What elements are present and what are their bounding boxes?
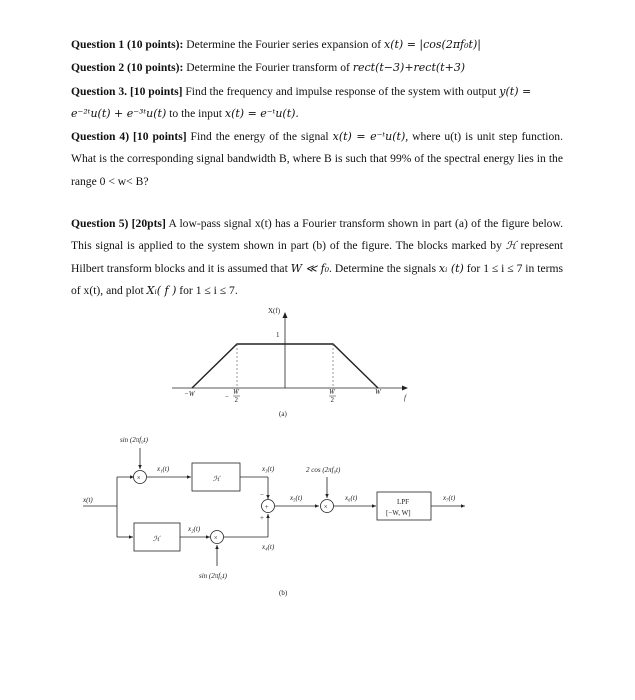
question-3-math-y: y(t) = [499, 85, 532, 98]
figure-a-caption: (a) [279, 410, 287, 418]
question-4-math: x(t) = e⁻ᵗu(t) [332, 130, 406, 143]
question-5-text-2: represent Hilbert transform blocks and it is assumed that [71, 239, 564, 275]
x5-label: x₅(t) [290, 494, 303, 502]
question-2-text: Determine the Fourier transform of [183, 61, 353, 74]
cos-label: 2 cos (2πf₀t) [306, 466, 341, 474]
input-label: x(t) [83, 496, 93, 504]
question-2-math: rect(t−3)+rect(t+3) [352, 61, 466, 74]
question-3-label: Question 3. [10 points] [71, 85, 183, 98]
summer-symbol: + [264, 503, 269, 511]
hilbert-symbol: ℋ [505, 239, 517, 253]
figure-a-tick-neg-w: −W [184, 390, 195, 398]
figure-a-tick-w2-den: 2 [330, 396, 334, 404]
multiplier-right-symbol: × [323, 503, 328, 511]
question-5-text-4: for 1 ≤ i ≤ 7 in terms of x(t), and plot [71, 261, 563, 298]
question-1-text: Determine the Fourier series expansion of [183, 38, 384, 51]
summer-minus-sign: − [260, 491, 264, 499]
figure-a-x-label: f [404, 394, 406, 402]
figure-a-tick-neg-sign: − [225, 393, 229, 401]
question-5-text-5: for 1 ≤ i ≤ 7. [176, 284, 238, 298]
hilbert-top-symbol: ℋ [213, 475, 220, 483]
question-5-text-3: . Determine the signals [329, 261, 439, 275]
question-4-text: Find the energy of the signal [186, 130, 333, 143]
question-1-math: x(t) = |cos(2πf₀t)| [383, 38, 481, 51]
sin-top-label: sin (2πf₀t) [120, 436, 148, 444]
multiplier-bottom-symbol: × [213, 534, 218, 542]
x1-label: x₁(t) [157, 465, 170, 473]
question-5-label: Question 5) [20pts] [71, 217, 166, 230]
figure-a-tick-neg-w2-num: W [233, 388, 239, 396]
figure-b-caption: (b) [279, 589, 288, 597]
lpf-range: [−W, W] [386, 509, 411, 517]
figure-a-tick-w: W [375, 388, 381, 396]
figure-a-tick-neg-w2-den: 2 [234, 396, 238, 404]
figure-a-peak-label: 1 [276, 331, 280, 339]
x4-label: x₄(t) [262, 543, 275, 551]
x2-label: x₂(t) [188, 525, 201, 533]
question-4-label: Question 4) [10 points] [71, 130, 187, 143]
sin-bottom-label: sin (2πf₀t) [199, 572, 227, 580]
question-5-text: A low-pass signal x(t) has a Fourier transform shown in part (a) of the figure below. This signal is applied to the system shown in part (b) of the figure. The blocks marked by [71, 217, 563, 253]
figure-a-y-label: X(f) [268, 307, 281, 315]
x6-label: x₆(t) [345, 494, 358, 502]
question-4-text-2: , where u(t) is unit step function. What is the corresponding signal bandwidth B, where B is such that 99% of the spectral energy lies in the range 0 < w< B? [71, 130, 563, 188]
question-3-math-input: x(t) = e⁻ᵗu(t). [224, 107, 299, 121]
hilbert-bottom-symbol: ℋ [153, 535, 160, 543]
x7-label: x₇(t) [443, 494, 456, 502]
summer-plus-sign: + [260, 514, 264, 522]
question-3-text: Find the frequency and impulse response of the system with output [182, 85, 500, 98]
figure-a-tick-w2-num: W [329, 388, 335, 396]
x3-label: x₃(t) [262, 465, 275, 473]
question-5-Xi: Xᵢ( f ) [146, 284, 177, 298]
lpf-title: LPF [397, 498, 410, 506]
question-5-math: W ≪ f₀ [290, 261, 330, 275]
multiplier-top-symbol: × [136, 474, 141, 482]
question-5-xi: xᵢ (t) [438, 261, 464, 275]
question-1-label: Question 1 (10 points): [71, 38, 184, 51]
question-3-math-output: e⁻²ᵗu(t) + e⁻³ᵗu(t) [71, 107, 167, 121]
question-3-text-2: to the input [166, 107, 225, 121]
question-2-label: Question 2 (10 points): [71, 61, 184, 74]
